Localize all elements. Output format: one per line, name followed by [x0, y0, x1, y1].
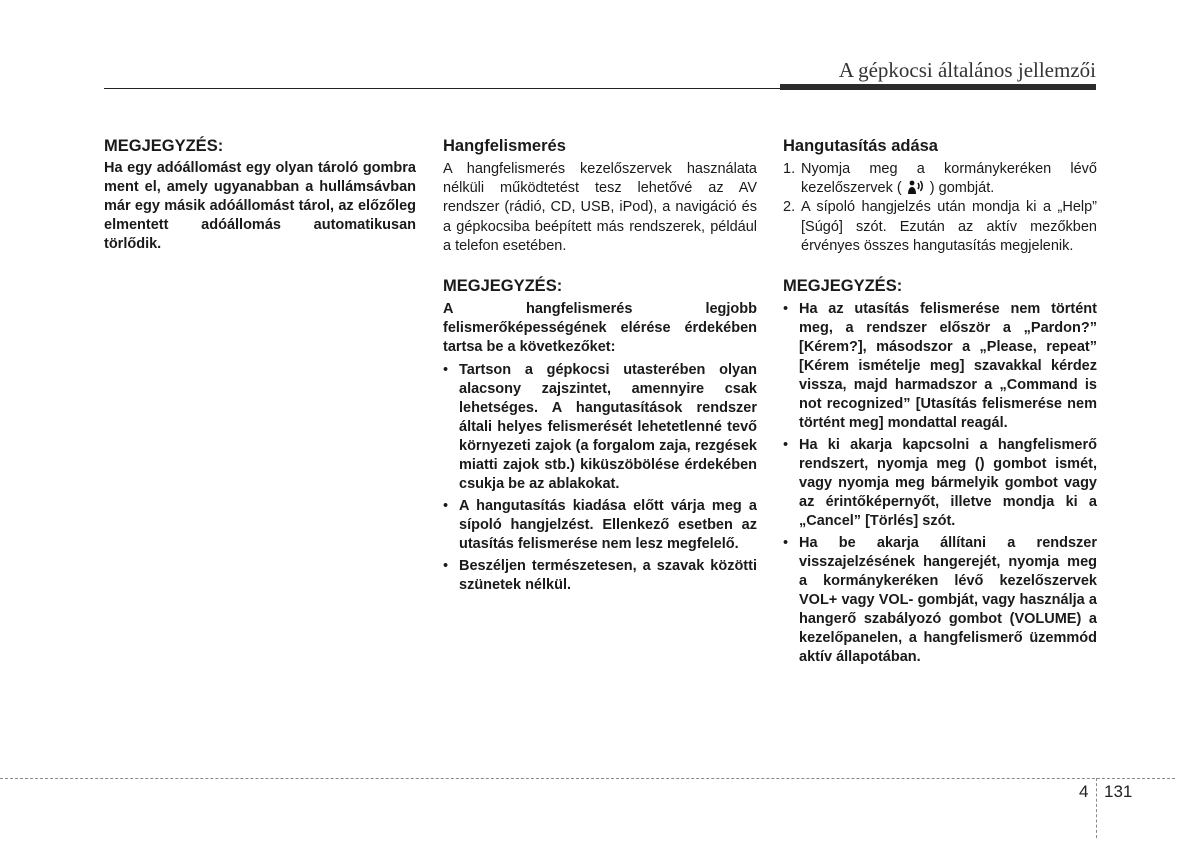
step-number: 1. — [783, 161, 796, 177]
note-text: Ha egy adóállomást egy olyan tároló gombra ment el, amely ugyanabban a hullámsávban már egy másik adóállomást tárol, az előzőleg elmentett adóállomás automatikusan törlődik. — [104, 160, 416, 252]
section-heading-voice-recognition: Hangfelismerés — [443, 137, 566, 155]
step-item: 1. Nyomja meg a kormánykeréken lévő kezelőszervek ( ) gombját. — [783, 161, 1097, 197]
section-heading-voice-command: Hangutasítás adása — [783, 137, 938, 155]
column-3 — [783, 136, 1097, 670]
chapter-number: 4 — [1079, 782, 1089, 801]
list-item: • A hangutasítás kiadása előtt várja meg a sípoló hangjelzést. Ellenkező esetben az utasítás felismerése nem lesz megfelelő. — [443, 498, 757, 553]
voice-command-icon — [907, 179, 925, 195]
page-number: 131 — [1104, 782, 1133, 801]
note-intro: A hangfelismerés legjobb felismerőképességének elérése érdekében tartsa be a következőket: — [443, 301, 757, 356]
bullet-icon: • — [443, 558, 449, 575]
column-1 — [104, 136, 416, 254]
column-2 — [443, 136, 757, 598]
step-number: 2. — [783, 199, 796, 216]
bullet-icon: • — [783, 535, 789, 552]
header-bar — [780, 84, 1096, 90]
note-heading: MEGJEGYZÉS: — [443, 277, 563, 296]
footer-dashed-rule — [0, 778, 1175, 779]
step-item: 2. A sípoló hangjelzés után mondja ki a „Help” [Súgó] szót. Ezután az aktív mezőkben érvényes összes hangutasítás megjelenik. — [783, 199, 1097, 254]
note-bullet-list — [783, 300, 1097, 667]
list-item: • Tartson a gépkocsi utasterében olyan alacsony zajszintet, amennyire csak lehetséges. A hangutasítások rendszer általi helyes felismerését lehetetlenné tevő környezeti zajok (a forgalom zaja, rezgések miatti zajok stb.) kiküszöbölése érdekében csukja be az ablakokat. — [443, 362, 757, 493]
section-body: A hangfelismerés kezelőszervek használata nélküli működtetést tesz lehetővé az AV rendszer (rádió, CD, USB, iPod), a navigáció és a gépkocsiba beépített más rendszerek, például a telefon esetében. — [443, 161, 757, 254]
list-item: • Ha be akarja állítani a rendszer visszajelzésének hangerejét, nyomja meg a kormánykeréken lévő kezelőszervek VOL+ vagy VOL- gombját, vagy használja a hangerő szabályozó gombot (VOLUME) a kezelőpanelen, a hangfelismerő üzemmód aktív állapotában. — [783, 535, 1097, 666]
header-rule — [104, 88, 780, 89]
note-heading: MEGJEGYZÉS: — [104, 137, 224, 155]
list-item: • Beszéljen természetesen, a szavak közötti szünetek nélkül. — [443, 558, 757, 594]
note-bullet-list — [443, 361, 757, 595]
note-heading: MEGJEGYZÉS: — [783, 277, 903, 296]
page-header-title: A gépkocsi általános jellemzői — [838, 58, 1096, 82]
list-item: • Ha ki akarja kapcsolni a hangfelismerő rendszert, nyomja meg () gombot ismét, vagy nyomja meg bármelyik gombot vagy az érintőképernyőt, illetve mondja ki a „Cancel” [Törlés] szót. — [783, 437, 1097, 530]
list-item: • Ha az utasítás felismerése nem történt meg, a rendszer először a „Pardon?” [Kérem?], másodszor a „Please, repeat” [Kérem ismételje meg] szavakkal kérdez vissza, majd harmadszor a „Command is not recognized” [Utasítás felismerése nem történt meg] mondattal reagál. — [783, 301, 1097, 432]
bullet-icon: • — [443, 498, 449, 515]
steps-list — [783, 160, 1097, 256]
bullet-icon: • — [783, 437, 789, 454]
footer-vertical-divider — [1096, 778, 1097, 838]
bullet-icon: • — [443, 362, 449, 379]
bullet-icon: • — [783, 301, 789, 318]
